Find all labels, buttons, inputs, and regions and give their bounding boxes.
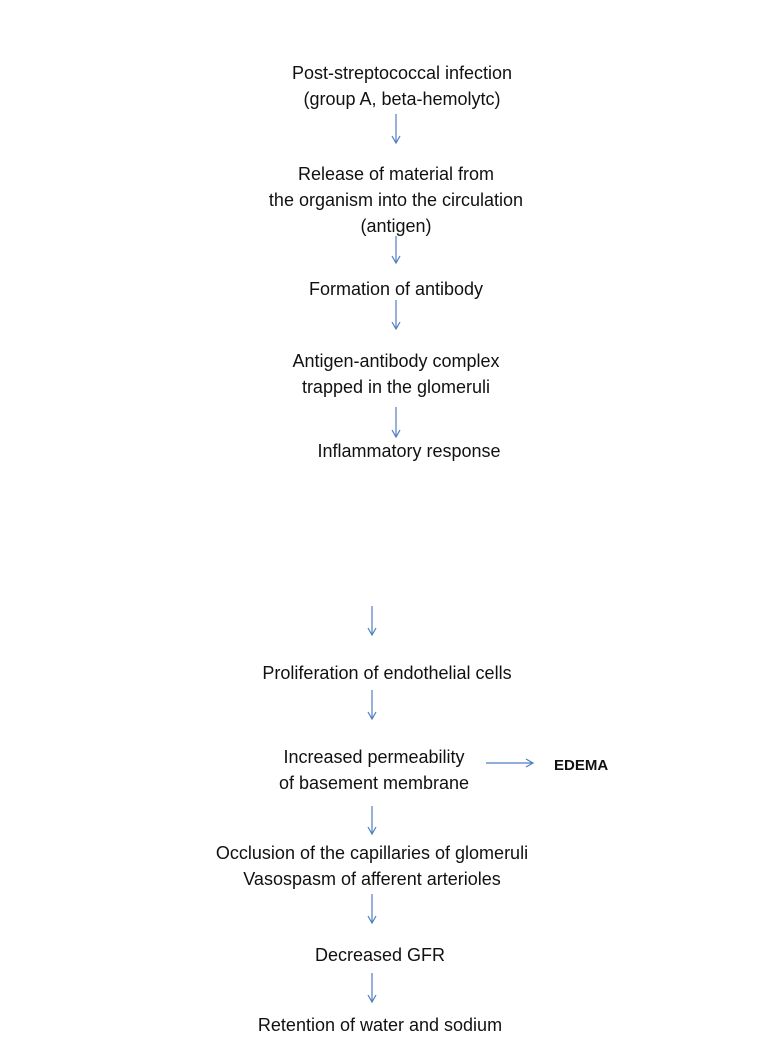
down-arrow-icon xyxy=(368,606,376,635)
right-arrow-icon xyxy=(486,759,533,767)
node-line: Vasospasm of afferent arterioles xyxy=(243,869,501,889)
node-antigen-antibody-complex xyxy=(292,348,499,400)
node-line: Release of material from xyxy=(297,164,495,184)
node-line: Retention of water and sodium xyxy=(257,1015,503,1035)
node-decreased-gfr xyxy=(315,942,445,968)
down-arrow-icon xyxy=(368,806,376,834)
down-arrow-icon xyxy=(368,894,376,923)
node-proliferation-endothelial-cells xyxy=(262,660,511,686)
node-formation-of-antibody xyxy=(309,276,483,302)
node-line: Decreased GFR xyxy=(314,945,446,965)
down-arrow-icon xyxy=(392,407,400,437)
node-line: Post-streptococcal infection xyxy=(291,63,513,83)
node-line: Antigen-antibody complex xyxy=(292,351,500,371)
node-occlusion-vasospasm xyxy=(216,840,528,892)
node-line: Occlusion of the capillaries of glomeruli xyxy=(215,843,529,863)
node-inflammatory-response xyxy=(317,438,500,464)
node-line: the organism into the circulation xyxy=(268,190,524,210)
edema-label: EDEMA xyxy=(554,757,609,774)
node-retention-water-sodium xyxy=(258,1012,502,1038)
node-release-of-antigen xyxy=(269,161,523,239)
node-line: Inflammatory response xyxy=(317,441,501,461)
node-line: (antigen) xyxy=(360,216,432,236)
node-increased-permeability xyxy=(279,744,469,796)
down-arrow-icon xyxy=(392,236,400,263)
down-arrow-icon xyxy=(368,973,376,1002)
node-line: Proliferation of endothelial cells xyxy=(262,663,512,683)
down-arrow-icon xyxy=(368,690,376,719)
node-line: trapped in the glomeruli xyxy=(301,377,491,397)
node-line: Increased permeability xyxy=(283,747,465,767)
node-line: of basement membrane xyxy=(278,773,470,793)
node-post-streptococcal-infection xyxy=(292,60,512,112)
down-arrow-icon xyxy=(392,114,400,143)
node-line: (group A, beta-hemolytc) xyxy=(303,89,501,109)
node-line: Formation of antibody xyxy=(308,279,484,299)
down-arrow-icon xyxy=(392,300,400,329)
